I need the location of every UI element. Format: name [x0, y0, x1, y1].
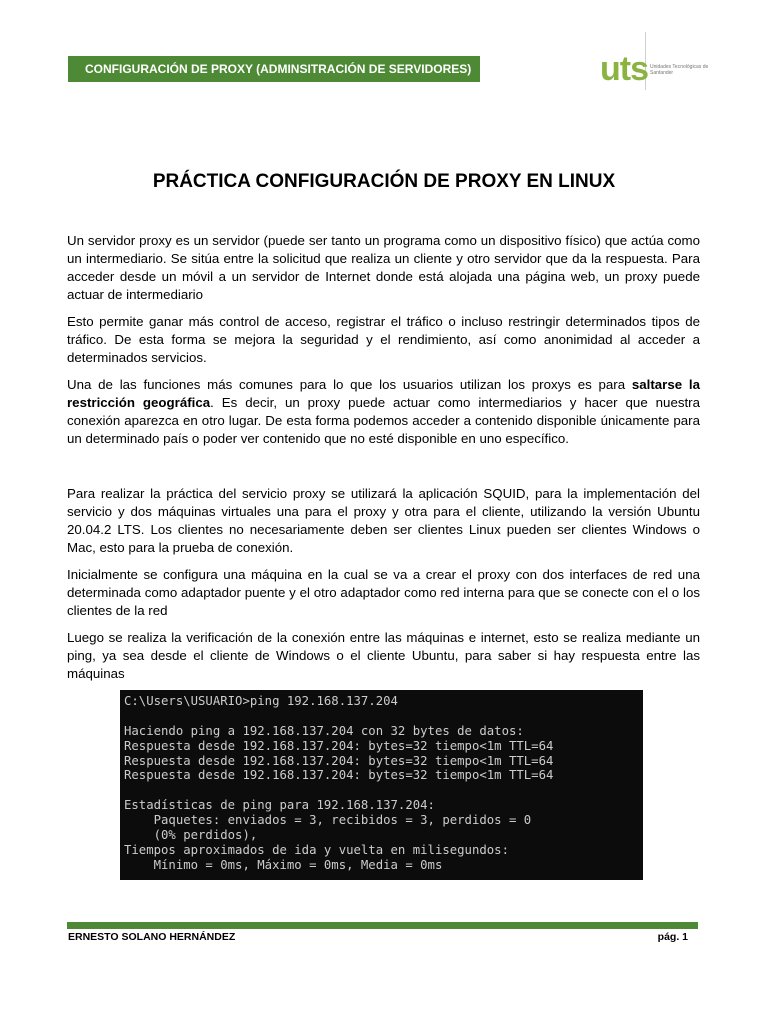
- terminal-line: Tiempos aproximados de ida y vuelta en milisegundos:: [124, 842, 509, 857]
- header-banner: CONFIGURACIÓN DE PROXY (ADMINSITRACIÓN DE SERVIDORES): [68, 56, 480, 82]
- terminal-line: [124, 783, 643, 798]
- footer-page-number: pág. 1: [657, 931, 688, 943]
- paragraph-geo-restriction: [67, 376, 700, 448]
- geo-text-end: . Es decir, un proxy puede actuar como intermediarios y hacer que nuestra conexión aparezca en otro lugar. De esta forma podemos acceder a contenido disponible únicamente para un determinado país o poder ver contenido que no esté disponible en uno específico.: [67, 395, 701, 446]
- footer-author: ERNESTO SOLANO HERNÁNDEZ: [68, 931, 236, 943]
- paragraph-control-access: Esto permite ganar más control de acceso, registrar el tráfico o incluso restringir determinados tipos de tráfico. De esta forma se mejora la seguridad y el rendimiento, así como anonimidad al acceder a determinados servicios.: [67, 314, 700, 365]
- terminal-line: Paquetes: enviados = 3, recibidos = 3, perdidos = 0: [124, 813, 532, 828]
- terminal-line: (0% perdidos),: [124, 828, 258, 843]
- terminal-line: Respuesta desde 192.168.137.204: bytes=32 tiempo<1m TTL=64: [124, 768, 554, 783]
- logo-mark: uts: [600, 50, 648, 88]
- paragraph-squid-practice: Para realizar la práctica del servicio proxy se utilizará la aplicación SQUID, para la implementación del servicio y dos máquinas virtuales una para el proxy y otra para el cliente, utilizando la versión Ubuntu 20.04.2 LTS. Los clientes no necesariamente deben ser clientes Linux pueden ser clientes Windows o Mac, esto para la prueba de conexión.: [67, 486, 700, 555]
- document-title: PRÁCTICA CONFIGURACIÓN DE PROXY EN LINUX: [152, 171, 616, 192]
- terminal-line: Haciendo ping a 192.168.137.204 con 32 bytes de datos:: [124, 723, 524, 738]
- terminal-line: Respuesta desde 192.168.137.204: bytes=32 tiempo<1m TTL=64: [124, 738, 554, 753]
- terminal-line: [124, 709, 643, 724]
- uts-logo: [600, 32, 720, 94]
- terminal-line: Respuesta desde 192.168.137.204: bytes=32 tiempo<1m TTL=64: [124, 753, 554, 768]
- geo-text-start: Una de las funciones más comunes para lo que los usuarios utilizan los proxys es para: [67, 377, 632, 392]
- paragraph-proxy-definition: Un servidor proxy es un servidor (puede ser tanto un programa como un dispositivo físico) que actúa como un intermediario. Se sitúa entre la solicitud que realiza un cliente y otro servidor que da la respuesta. Para acceder desde un móvil a un servidor de Internet donde está alojada una página web, un proxy puede actuar de intermediario: [67, 233, 700, 302]
- terminal-line: Estadísticas de ping para 192.168.137.204:: [124, 798, 435, 813]
- paragraph-ping-verification: Luego se realiza la verificación de la conexión entre las máquinas e internet, esto se realiza mediante un ping, ya sea desde el cliente de Windows o el cliente Ubuntu, para saber si hay respuesta entre las máquinas: [67, 630, 700, 681]
- logo-subtext: Unidades Tecnológicas de Santander: [650, 64, 709, 76]
- terminal-line: Mínimo = 0ms, Máximo = 0ms, Media = 0ms: [124, 857, 443, 872]
- ping-terminal-screenshot: [120, 690, 643, 880]
- terminal-line: C:\Users\USUARIO>ping 192.168.137.204: [124, 694, 398, 708]
- footer-bar: [67, 922, 698, 929]
- paragraph-network-setup: Inicialmente se configura una máquina en la cual se va a crear el proxy con dos interfaces de red una determinada como adaptador puente y el otro adaptador como red interna para que se conecte con el o los clientes de la red: [67, 567, 700, 618]
- geo-text-bold: saltarse la restricción geográfica: [67, 377, 700, 410]
